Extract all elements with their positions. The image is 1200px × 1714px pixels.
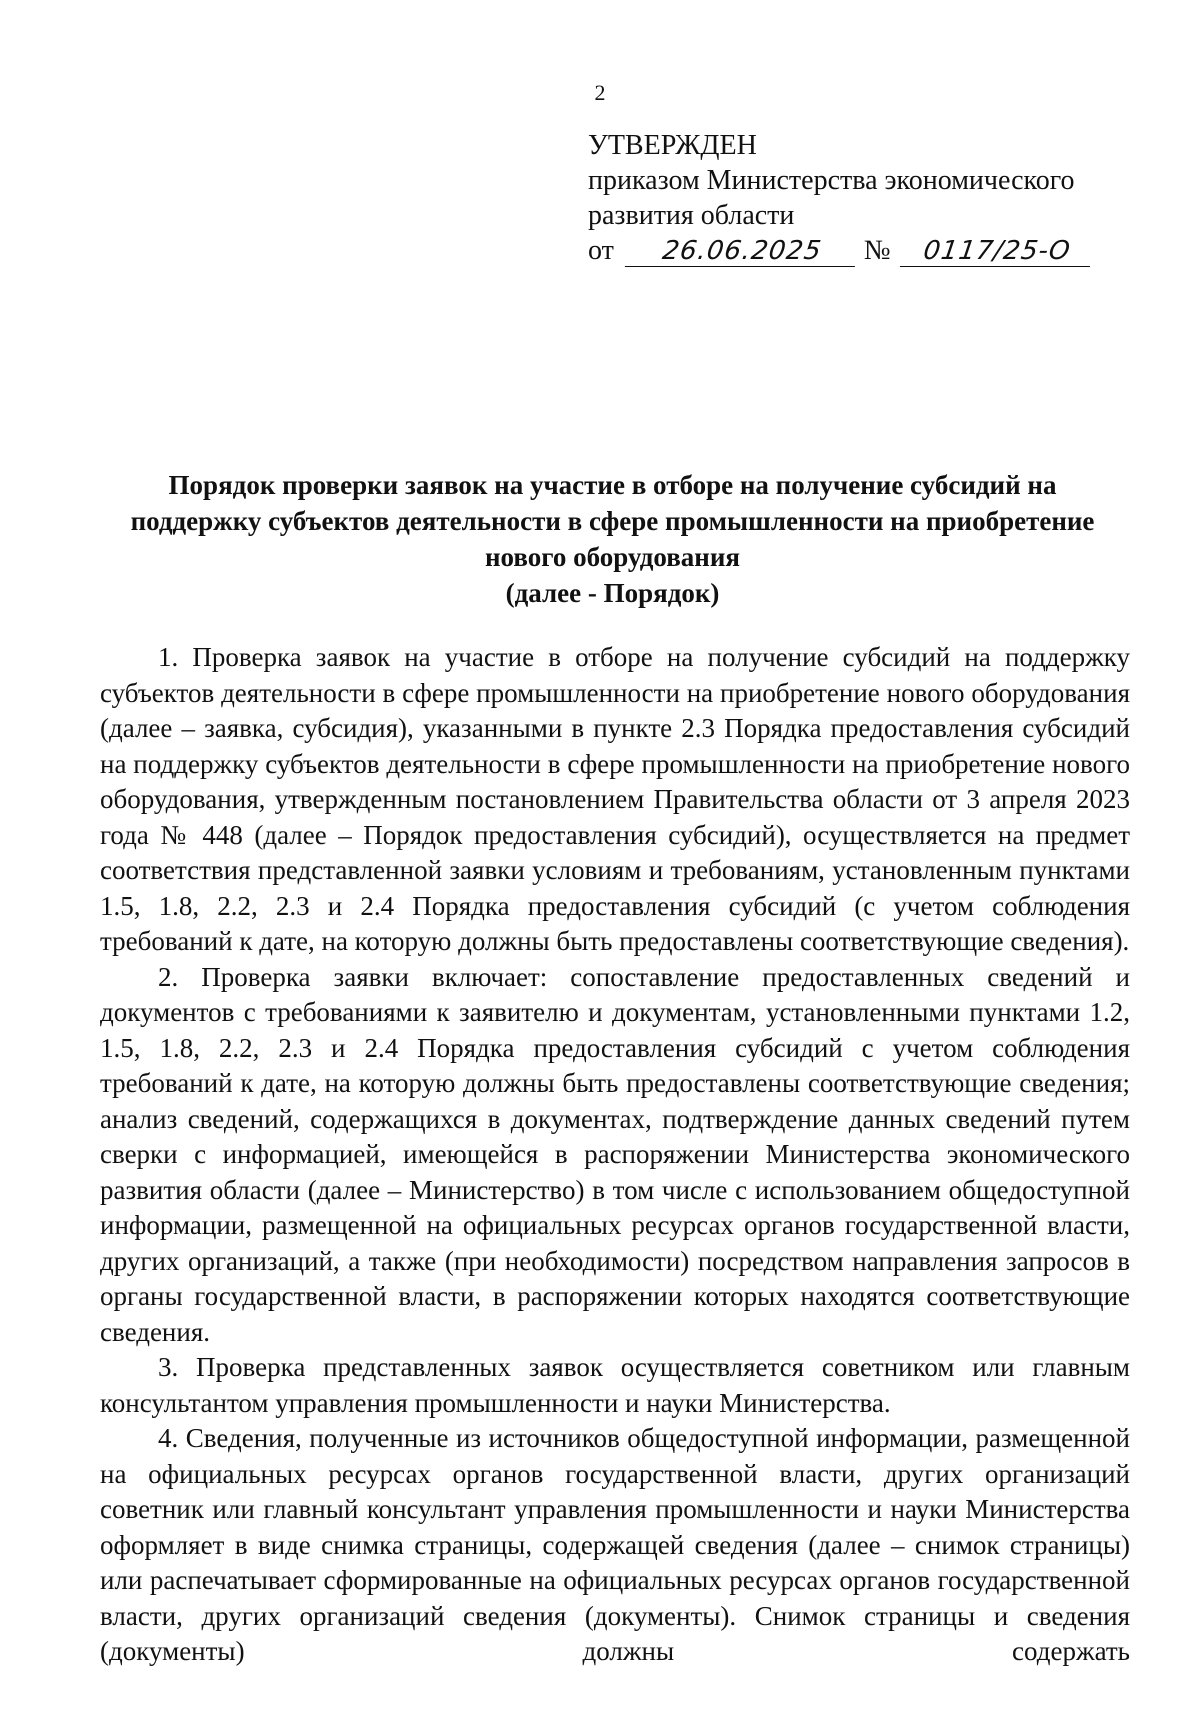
handwritten-date: 26.06.2025 xyxy=(625,236,859,267)
paragraph-2: 2. Проверка заявки включает: сопоставление предоставленных сведений и документов с требованиями к заявителю и документам, установленными пунктами 1.2, 1.5, 1.8, 2.2, 2.3 и 2.4 Порядка предоставления субсидий с учетом соблюдения требований к дате, на которую должны быть предоставлены соответствующие сведения; анализ сведений, содержащихся в документах, подтверждение данных сведений путем сверки с информацией, имеющейся в распоряжении Министерства экономического развития области (далее – Министерство) в том числе с использованием общедоступной информации, размещенной на официальных ресурсах органов государственной власти, других организаций, а также (при необходимости) посредством направления запросов в органы государственной власти, в распоряжении которых находятся соответствующие сведения. xyxy=(100,961,1130,1347)
page-number: 2 xyxy=(594,80,606,105)
document-body xyxy=(100,640,1130,1670)
handwritten-order-number: 0117/25-О xyxy=(899,236,1093,267)
title-line-1: Порядок проверки заявок на участие в отборе на получение субсидий на xyxy=(168,470,1057,500)
paragraph-4: 4. Сведения, полученные из источников общедоступной информации, размещенной на официальных ресурсах органов государственной власти, других организаций советник или главный консультант управления промышленности и науки Министерства оформляет в виде снимка страницы, содержащей сведения (далее – снимок страницы) или распечатывает сформированные на официальных ресурсах органов государственной власти, других организаций сведения (документы). Снимок страницы и сведения (документы) должны содержать xyxy=(100,1423,1130,1666)
paragraph-3: 3. Проверка представленных заявок осуществляется советником или главным консультантом управления промышленности и науки Министерства. xyxy=(100,1352,1130,1418)
title-line-4: (далее - Порядок) xyxy=(505,578,720,608)
approval-line-1: приказом Министерства экономического xyxy=(588,165,1075,196)
title-line-2: поддержку субъектов деятельности в сфере промышленности на приобретение xyxy=(130,506,1095,536)
approval-line-2: развития области xyxy=(588,200,795,231)
document-title xyxy=(95,467,1130,611)
number-sign: № xyxy=(863,235,891,266)
date-prefix: от xyxy=(588,235,614,266)
approval-block xyxy=(588,128,1092,268)
title-line-3: нового оборудования xyxy=(484,542,740,572)
paragraph-1: 1. Проверка заявок на участие в отборе на получение субсидий на поддержку субъектов деятельности в сфере промышленности на приобретение нового оборудования (далее – заявка, субсидия), указанными в пункте 2.3 Порядка предоставления субсидий на поддержку субъектов деятельности в сфере промышленности на приобретение нового оборудования, утвержденным постановлением Правительства области от 3 апреля 2023 года № 448 (далее – Порядок предоставления субсидий), осуществляется на предмет соответствия представленной заявки условиям и требованиям, установленным пунктами 1.5, 1.8, 2.2, 2.3 и 2.4 Порядка предоставления субсидий (с учетом соблюдения требований к дате, на которую должны быть предоставлены соответствующие сведения). xyxy=(100,642,1130,956)
approval-order-line xyxy=(588,233,1092,268)
approval-stamp: УТВЕРЖДЕН xyxy=(588,130,757,161)
